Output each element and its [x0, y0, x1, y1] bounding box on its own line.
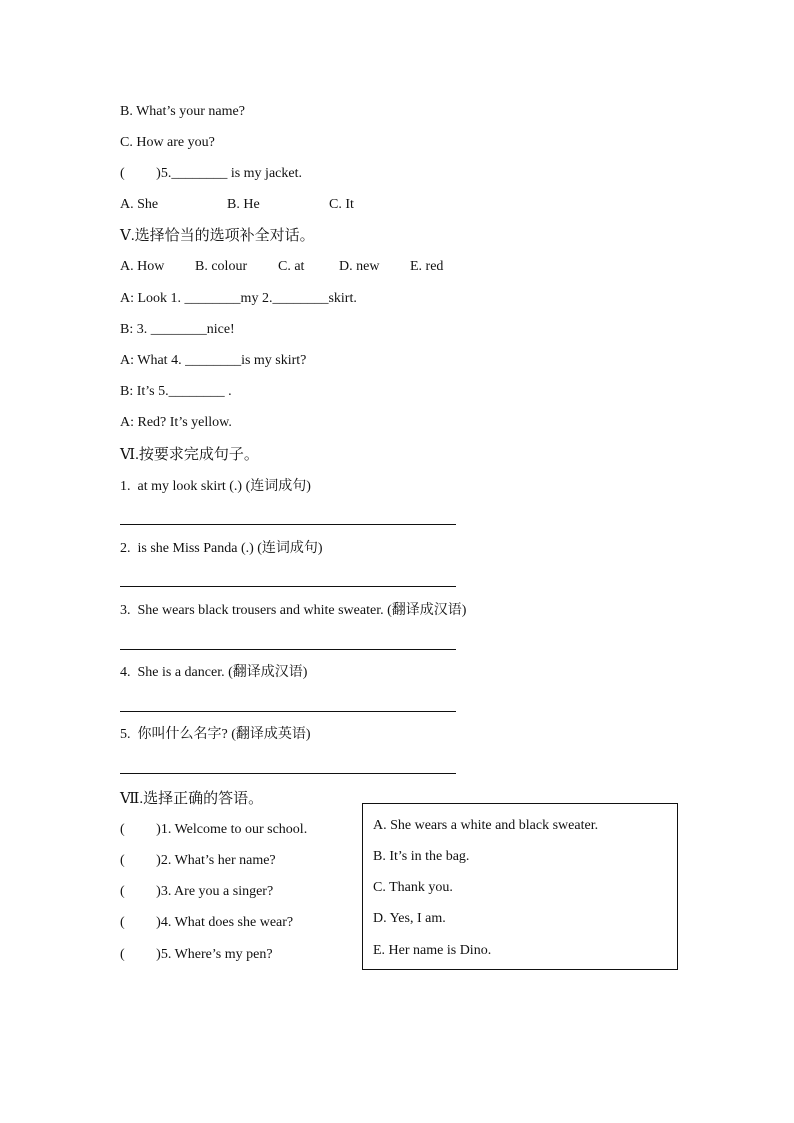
q5-option-b: B. He — [227, 197, 260, 212]
option-b: B. What’s your name? — [120, 104, 245, 119]
answer-box — [362, 803, 678, 970]
q5-option-a: A. She — [120, 197, 159, 212]
word-option: D. new — [339, 259, 380, 274]
answer-option: A. She wears a white and black sweater. — [373, 818, 599, 833]
dialogue-line: A: Look 1. ________my 2.________skirt. — [120, 291, 357, 306]
dialogue-line: A: What 4. ________is my skirt? — [120, 353, 307, 368]
match-question: ( )5. Where’s my pen? — [120, 947, 273, 962]
task-item: 4. She is a dancer. (翻译成汉语) — [120, 665, 308, 680]
answer-option: B. It’s in the bag. — [373, 849, 470, 864]
word-option: B. colour — [195, 259, 248, 274]
match-question: ( )4. What does she wear? — [120, 915, 294, 930]
answer-option: E. Her name is Dino. — [373, 943, 492, 958]
answer-option: D. Yes, I am. — [373, 911, 446, 926]
word-option: C. at — [278, 259, 305, 274]
dialogue-line: B: 3. ________nice! — [120, 322, 235, 337]
answer-line[interactable] — [120, 586, 456, 587]
answer-line[interactable] — [120, 711, 456, 712]
answer-line[interactable] — [120, 773, 456, 774]
match-question: ( )2. What’s her name? — [120, 853, 276, 868]
answer-option: C. Thank you. — [373, 880, 453, 895]
task-item: 5. 你叫什么名字? (翻译成英语) — [120, 727, 311, 742]
word-option: A. How — [120, 259, 165, 274]
section-heading-6: Ⅵ.按要求完成句子。 — [120, 447, 259, 463]
section-heading-5: Ⅴ.选择恰当的选项补全对话。 — [120, 228, 315, 244]
match-question: ( )3. Are you a singer? — [120, 884, 274, 899]
word-option: E. red — [410, 259, 444, 274]
task-item: 3. She wears black trousers and white sweater. (翻译成汉语) — [120, 603, 467, 618]
q5-option-c: C. It — [329, 197, 354, 212]
dialogue-line: A: Red? It’s yellow. — [120, 415, 232, 430]
section-heading-7: Ⅶ.选择正确的答语。 — [120, 791, 264, 807]
answer-line[interactable] — [120, 649, 456, 650]
match-question: ( )1. Welcome to our school. — [120, 822, 308, 837]
option-c: C. How are you? — [120, 135, 215, 150]
dialogue-line: B: It’s 5.________ . — [120, 384, 232, 399]
task-item: 2. is she Miss Panda (.) (连词成句) — [120, 541, 323, 556]
task-item: 1. at my look skirt (.) (连词成句) — [120, 479, 311, 494]
question-5: ( )5.________ is my jacket. — [120, 166, 302, 181]
answer-line[interactable] — [120, 524, 456, 525]
